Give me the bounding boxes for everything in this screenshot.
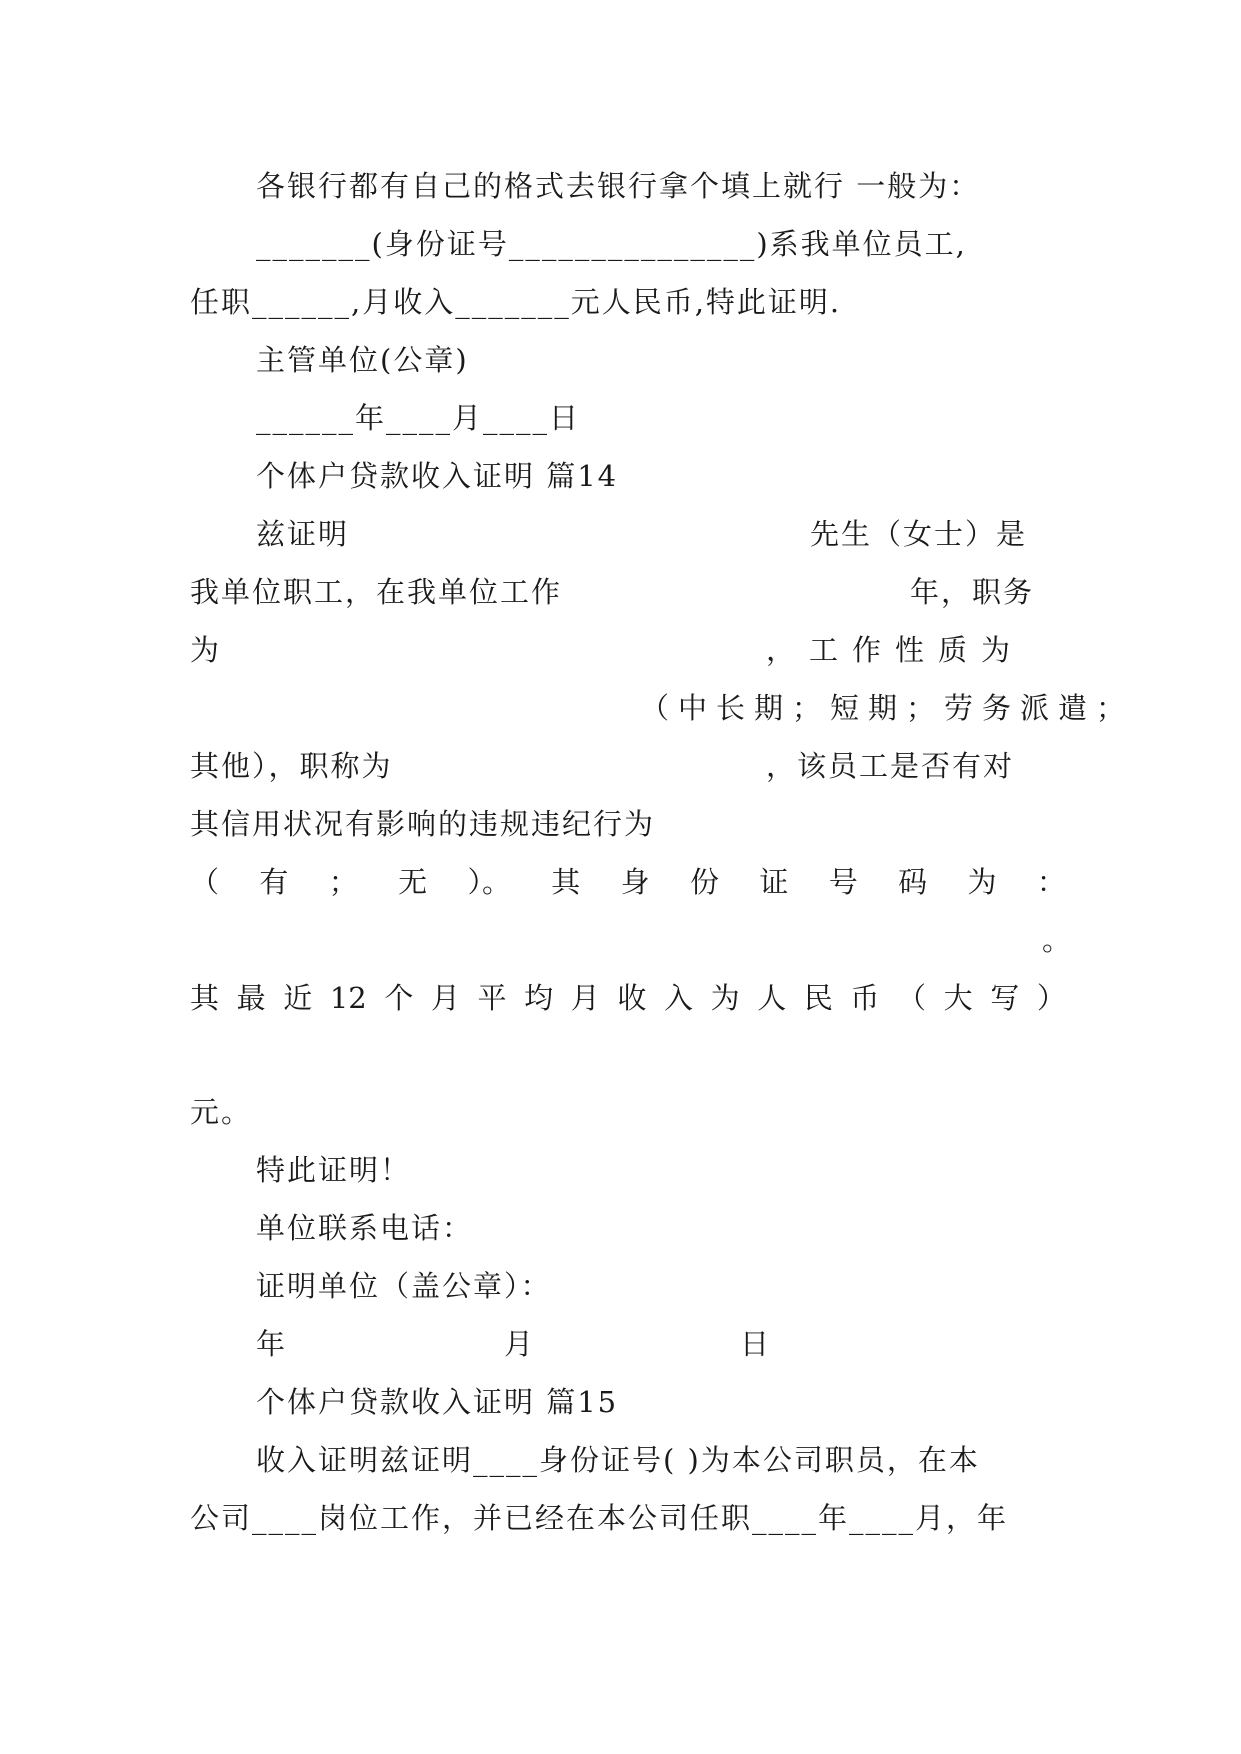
- income-line-token: 民: [803, 981, 833, 1015]
- income-line-token: 月: [430, 981, 460, 1015]
- id-number-line: [190, 862, 1066, 902]
- income-line-token: 币: [850, 981, 880, 1015]
- certifying-unit-label: 证明单位（盖公章）：: [256, 1269, 552, 1303]
- closing-statement: 特此证明！: [256, 1153, 412, 1187]
- template-line-id: _______(身份证号_______________)系我单位员工,: [256, 227, 967, 261]
- income-line-token: 大: [943, 981, 973, 1015]
- income-line-token: ）: [1036, 981, 1066, 1015]
- id-line-token: 有: [259, 865, 289, 899]
- income-line-token: 为: [710, 981, 740, 1015]
- id-number-terminator: 。: [1042, 923, 1074, 957]
- income-line-token: 个: [384, 981, 414, 1015]
- income-line-token: （: [897, 981, 927, 1015]
- income-line-token: 12: [329, 981, 367, 1015]
- id-line-token: ）。: [467, 865, 511, 899]
- employee-line-end: 年，职务: [910, 575, 1035, 609]
- id-line-token: 证: [759, 865, 789, 899]
- date-year-label: 年: [256, 1327, 288, 1361]
- income-line-token: 近: [283, 981, 313, 1015]
- income-line: [190, 978, 1066, 1018]
- income-line-token: 月: [570, 981, 600, 1015]
- date-month-label: 月: [504, 1327, 536, 1361]
- position-line-end: ，工作性质为: [766, 633, 1025, 667]
- title-line-start: 其他），职称为: [190, 749, 393, 783]
- id-line-token: 身: [620, 865, 650, 899]
- id-line-token: 码: [898, 865, 928, 899]
- income-cert-line-1: 收入证明兹证明____身份证号( )为本公司职员，在本: [256, 1443, 980, 1477]
- id-line-token: 无: [398, 865, 428, 899]
- title-line-end: ，该员工是否有对: [766, 749, 1015, 783]
- id-line-token: 其: [551, 865, 581, 899]
- template-line-date: ______年____月____日: [256, 401, 581, 435]
- template-line-income: 任职______,月收入_______元人民币,特此证明.: [190, 285, 842, 319]
- income-line-token: 写: [990, 981, 1020, 1015]
- id-line-token: 份: [690, 865, 720, 899]
- id-line-token: 为: [967, 865, 997, 899]
- income-line-token: 入: [663, 981, 693, 1015]
- income-line-token: 其: [190, 981, 220, 1015]
- position-line-start: 为: [190, 633, 222, 667]
- intro-line: 各银行都有自己的格式去银行拿个填上就行 一般为：: [256, 169, 981, 203]
- date-day-label: 日: [740, 1327, 772, 1361]
- income-line-token: 平: [477, 981, 507, 1015]
- section-heading-15: 个体户贷款收入证明 篇15: [256, 1385, 619, 1419]
- income-line-token: 最: [236, 981, 266, 1015]
- id-line-token: ：: [1036, 865, 1066, 899]
- id-line-token: ；: [328, 865, 358, 899]
- id-line-token: 号: [828, 865, 858, 899]
- income-line-token: 均: [524, 981, 554, 1015]
- currency-unit-line: 元。: [190, 1095, 253, 1129]
- section-heading-14: 个体户贷款收入证明 篇14: [256, 459, 619, 493]
- income-line-token: 收: [617, 981, 647, 1015]
- income-cert-line-2: 公司____岗位工作，并已经在本公司任职____年____月，年: [190, 1501, 1009, 1535]
- employee-line-start: 我单位职工，在我单位工作: [190, 575, 563, 609]
- violation-line: 其信用状况有影响的违规违纪行为: [190, 807, 656, 841]
- id-line-token: （: [190, 865, 220, 899]
- contact-phone-label: 单位联系电话：: [256, 1211, 474, 1245]
- template-line-seal: 主管单位(公章): [256, 343, 469, 377]
- certify-line-start: 兹证明: [256, 517, 350, 551]
- certify-line-end: 先生（女士）是: [810, 517, 1028, 551]
- income-line-token: 人: [757, 981, 787, 1015]
- work-type-line: （中长期；短期；劳务派遣；: [640, 691, 1135, 725]
